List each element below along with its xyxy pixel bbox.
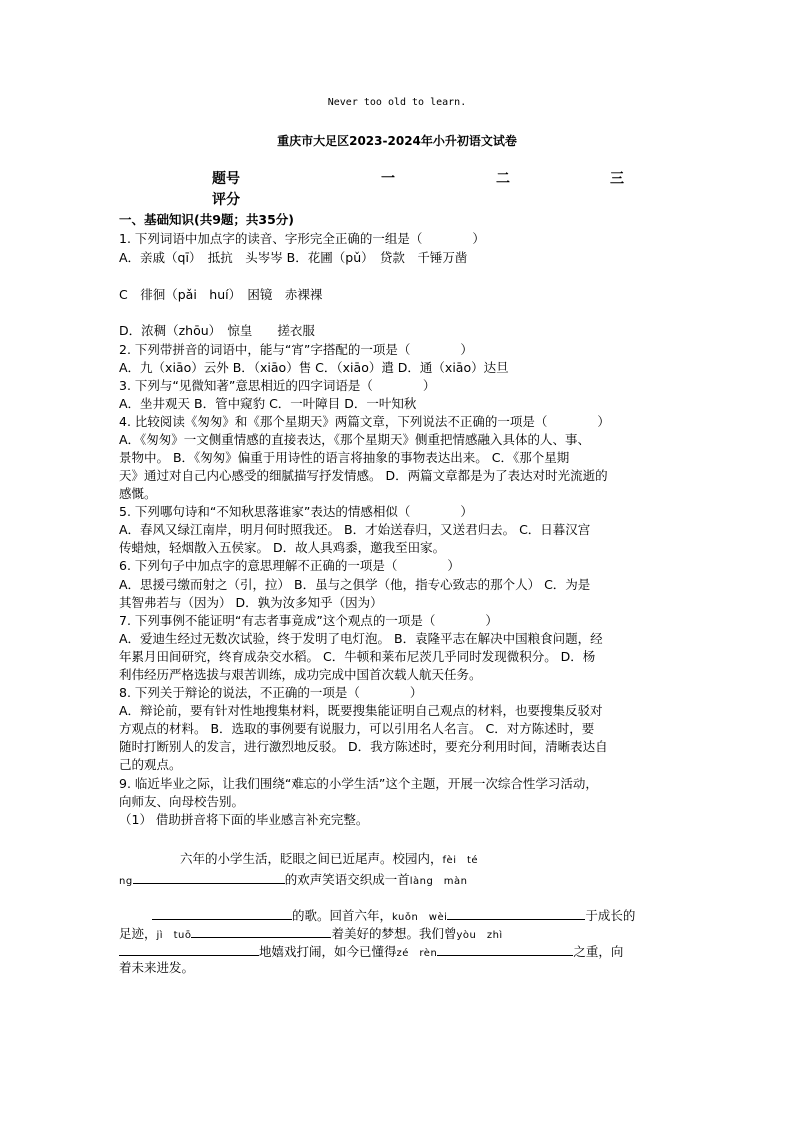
essay-text: 地嬉戏打闹，如今已懂得	[259, 944, 397, 959]
text-line: A．春风又绿江南岸，明月何时照我还。 B．才始送春归，又送君归去。 C．日暮汉宫	[119, 522, 591, 537]
text-line: 方观点的材料。 B．选取的事例要有说服力，可以引用名人名言。 C．对方陈述时，要	[119, 721, 595, 736]
text-line: 7. 下列事例不能证明“有志者事竟成”这个观点的一项是（ ）	[119, 613, 498, 628]
essay-line-6	[119, 959, 194, 977]
score-table-col-3: 三	[610, 171, 624, 187]
essay-text: 着美好的梦想。我们曾	[331, 926, 457, 941]
text-line: A．九（xiāo）云外 B．（xiāo）售 C．（xiāo）遣 D．通（xiāo）达旦	[119, 360, 509, 375]
pinyin-hint: kuǒn wèi	[392, 912, 448, 923]
text-line: D．浓稠（zhōu） 惊皇 搓衣服	[119, 323, 315, 338]
text-line: 9. 临近毕业之际，让我们围绕“难忘的小学生活”这个主题，开展一次综合性学习活动，	[119, 776, 598, 791]
text-line: A．坐井观天 B．管中窥豹 C．一叶障目 D．一叶知秋	[119, 396, 417, 411]
answer-blank[interactable]	[152, 905, 292, 920]
text-line: （1） 借助拼音将下面的毕业感言补充完整。	[119, 812, 369, 827]
text-line: 3. 下列与“见微知著”意思相近的四字词语是（ ）	[119, 378, 436, 393]
text-line: 2. 下列带拼音的词语中，能与“宵”字搭配的一项是（ ）	[119, 342, 473, 357]
text-line: 感慨。	[119, 486, 157, 501]
answer-blank[interactable]	[119, 941, 259, 956]
text-line: 其智弗若与（因为） D．孰为汝多知乎（因为）	[119, 595, 383, 610]
pinyin-hint: fèi té	[442, 855, 479, 866]
essay-text: 着未来进发。	[119, 960, 195, 975]
pinyin-hint: làng màn	[409, 876, 468, 887]
text-line: A．亲戚（qī） 抵抗 头岑岑 B．花圃（pǔ） 贷款 千锤万凿	[119, 250, 468, 265]
text-line: A．思援弓缴而射之（引，拉） B．虽与之俱学（他，指专心致志的那个人） C．为是	[119, 577, 591, 592]
essay-text: 的歌。回首六年，	[292, 908, 393, 923]
text-line: 8. 下列关于辩论的说法，不正确的一项是（ ）	[119, 685, 423, 700]
pinyin-hint: yòu zhì	[456, 930, 503, 941]
text-line: 向师友、向母校告别。	[119, 794, 245, 809]
text-line: 己的观点。	[119, 757, 182, 772]
text-line: 4. 比较阅读《匆匆》和《那个星期天》两篇文章，下列说法不正确的一项是（ ）	[119, 414, 610, 429]
answer-blank[interactable]	[133, 869, 285, 884]
essay-text: 足迹，	[119, 926, 157, 941]
section-heading: 一、基础知识(共9题；共35分)	[119, 212, 295, 227]
pinyin-hint: jì tuō	[156, 930, 192, 941]
text-line: A．辩论前，要有针对性地搜集材料，既要搜集能证明自己观点的材料，也要搜集反驳对	[119, 703, 603, 718]
essay-text: 的欢声笑语交织成一首	[284, 872, 410, 887]
text-line: 天》通过对自己内心感受的细腻描写抒发情感。 D．两篇文章都是为了表达对时光流逝的	[119, 468, 608, 483]
text-line: 随时打断别人的发言，进行激烈地反驳。 D．我方陈述时，要充分利用时间，清晰表达自	[119, 739, 608, 754]
essay-line-1	[180, 850, 478, 870]
essay-line-5	[119, 941, 623, 963]
pinyin-hint: ng	[119, 876, 133, 887]
essay-text: 于成长的	[585, 908, 636, 923]
score-table-row-label: 评分	[212, 192, 240, 208]
score-table-col-1: 一	[381, 171, 395, 187]
text-line: 5. 下列哪句诗和“不知秋思落谁家”表达的情感相似（ ）	[119, 504, 473, 519]
answer-blank[interactable]	[437, 941, 573, 956]
exam-title: 重庆市大足区2023-2024年小升初语文试卷	[277, 134, 517, 148]
text-line: 景物中。 B．《匆匆》偏重于用诗性的语言将抽象的事物表达出来。 C．《那个星期	[119, 450, 570, 465]
answer-blank[interactable]	[191, 923, 331, 938]
essay-line-2	[119, 869, 468, 891]
score-table-header-label: 题号	[212, 171, 240, 187]
text-line: 利伟经历严格选拔与艰苦训练，成功完成中国首次载人航天任务。	[119, 667, 482, 682]
text-line: A．《匆匆》一文侧重情感的直接表达，《那个星期天》侧重把情感融入具体的人、事、	[119, 432, 591, 447]
page-motto: Never too old to learn.	[327, 97, 467, 108]
pinyin-hint: zé rèn	[396, 948, 438, 959]
text-line: 年累月田间研究，终育成杂交水稻。 C．牛顿和莱布尼茨几乎同时发现微积分。 D．杨	[119, 649, 596, 664]
text-line: 6. 下列句子中加点字的意思理解不正确的一项是（ ）	[119, 558, 460, 573]
essay-text: 六年的小学生活，眨眼之间已近尾声。校园内，	[180, 851, 443, 866]
text-line: 传蜡烛，轻烟散入五侯家。 D．故人具鸡黍，邀我至田家。	[119, 540, 446, 555]
text-line: A．爱迪生经过无数次试验，终于发明了电灯泡。 B．袁隆平志在解决中国粮食问题，经	[119, 631, 603, 646]
text-line: 1. 下列词语中加点字的读音、字形完全正确的一组是（ ）	[119, 231, 485, 246]
score-table-col-2: 二	[496, 171, 510, 187]
answer-blank[interactable]	[447, 905, 585, 920]
text-line: C 徘徊（pǎi huí） 困镜 赤裸裸	[119, 287, 323, 302]
essay-text: 之重，向	[573, 944, 624, 959]
